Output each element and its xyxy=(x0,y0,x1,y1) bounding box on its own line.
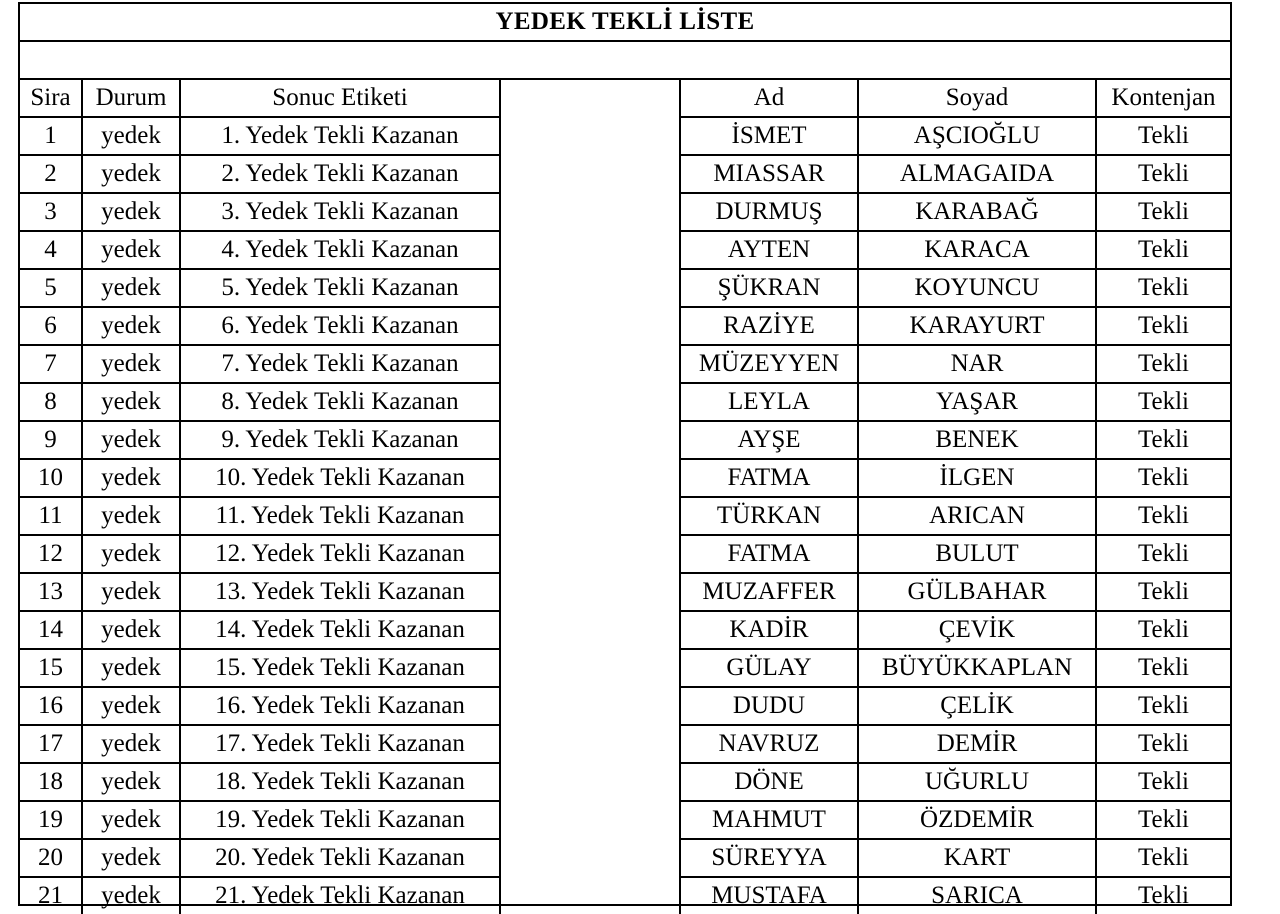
column-header-kontenjan: Kontenjan xyxy=(1096,80,1230,117)
cell-empty-gap xyxy=(500,345,680,383)
cell-soyad: BÜYÜKKAPLAN xyxy=(858,649,1096,687)
cell-soyad: KARAYURT xyxy=(858,307,1096,345)
cell-soyad: İLGEN xyxy=(858,459,1096,497)
cell-ad: ŞÜKRAN xyxy=(680,269,858,307)
cell-soyad: UĞURLU xyxy=(858,763,1096,801)
cell-empty-gap xyxy=(500,687,680,725)
cell-soyad: BULUT xyxy=(858,535,1096,573)
cell-sonuc-etiketi: 6. Yedek Tekli Kazanan xyxy=(180,307,500,345)
cell-soyad: SARICA xyxy=(858,877,1096,914)
cell-durum: yedek xyxy=(82,117,180,155)
cell-sonuc-etiketi: 13. Yedek Tekli Kazanan xyxy=(180,573,500,611)
cell-durum: yedek xyxy=(82,307,180,345)
cell-sira: 13 xyxy=(20,573,82,611)
cell-kontenjan: Tekli xyxy=(1096,421,1230,459)
cell-durum: yedek xyxy=(82,649,180,687)
cell-sira: 15 xyxy=(20,649,82,687)
cell-sira: 14 xyxy=(20,611,82,649)
cell-soyad: ALMAGAIDA xyxy=(858,155,1096,193)
cell-empty-gap xyxy=(500,877,680,914)
cell-sonuc-etiketi: 8. Yedek Tekli Kazanan xyxy=(180,383,500,421)
table-row xyxy=(20,877,1230,914)
table-row xyxy=(20,345,1230,383)
column-header-ad: Ad xyxy=(680,80,858,117)
cell-empty-gap xyxy=(500,231,680,269)
table-row xyxy=(20,193,1230,231)
cell-empty-gap xyxy=(500,307,680,345)
table-row xyxy=(20,649,1230,687)
table-row xyxy=(20,687,1230,725)
cell-kontenjan: Tekli xyxy=(1096,269,1230,307)
cell-ad: DUDU xyxy=(680,687,858,725)
cell-kontenjan: Tekli xyxy=(1096,117,1230,155)
cell-sira: 4 xyxy=(20,231,82,269)
cell-durum: yedek xyxy=(82,535,180,573)
header-row xyxy=(20,80,1230,117)
cell-sonuc-etiketi: 16. Yedek Tekli Kazanan xyxy=(180,687,500,725)
cell-sira: 7 xyxy=(20,345,82,383)
cell-sira: 3 xyxy=(20,193,82,231)
cell-sira: 1 xyxy=(20,117,82,155)
column-header-durum: Durum xyxy=(82,80,180,117)
cell-ad: DURMUŞ xyxy=(680,193,858,231)
cell-sira: 11 xyxy=(20,497,82,535)
cell-sira: 18 xyxy=(20,763,82,801)
cell-sonuc-etiketi: 15. Yedek Tekli Kazanan xyxy=(180,649,500,687)
cell-kontenjan: Tekli xyxy=(1096,649,1230,687)
cell-sonuc-etiketi: 9. Yedek Tekli Kazanan xyxy=(180,421,500,459)
cell-ad: İSMET xyxy=(680,117,858,155)
cell-sira: 12 xyxy=(20,535,82,573)
cell-ad: RAZİYE xyxy=(680,307,858,345)
cell-sira: 5 xyxy=(20,269,82,307)
cell-soyad: ÇEVİK xyxy=(858,611,1096,649)
cell-ad: AYŞE xyxy=(680,421,858,459)
cell-soyad: ÖZDEMİR xyxy=(858,801,1096,839)
cell-ad: DÖNE xyxy=(680,763,858,801)
cell-soyad: GÜLBAHAR xyxy=(858,573,1096,611)
cell-durum: yedek xyxy=(82,611,180,649)
cell-soyad: ARICAN xyxy=(858,497,1096,535)
cell-sonuc-etiketi: 4. Yedek Tekli Kazanan xyxy=(180,231,500,269)
cell-sonuc-etiketi: 10. Yedek Tekli Kazanan xyxy=(180,459,500,497)
cell-sira: 9 xyxy=(20,421,82,459)
column-header-sonuc-etiketi: Sonuc Etiketi xyxy=(180,80,500,117)
cell-empty-gap xyxy=(500,383,680,421)
table-row xyxy=(20,421,1230,459)
cell-sonuc-etiketi: 12. Yedek Tekli Kazanan xyxy=(180,535,500,573)
cell-sonuc-etiketi: 20. Yedek Tekli Kazanan xyxy=(180,839,500,877)
cell-empty-gap xyxy=(500,459,680,497)
table-row xyxy=(20,725,1230,763)
cell-ad: MÜZEYYEN xyxy=(680,345,858,383)
cell-empty-gap xyxy=(500,649,680,687)
cell-ad: SÜREYYA xyxy=(680,839,858,877)
column-header-sira: Sira xyxy=(20,80,82,117)
cell-durum: yedek xyxy=(82,269,180,307)
cell-durum: yedek xyxy=(82,877,180,914)
cell-sira: 17 xyxy=(20,725,82,763)
cell-sonuc-etiketi: 14. Yedek Tekli Kazanan xyxy=(180,611,500,649)
cell-ad: AYTEN xyxy=(680,231,858,269)
cell-kontenjan: Tekli xyxy=(1096,801,1230,839)
cell-kontenjan: Tekli xyxy=(1096,573,1230,611)
cell-sonuc-etiketi: 5. Yedek Tekli Kazanan xyxy=(180,269,500,307)
cell-sira: 20 xyxy=(20,839,82,877)
cell-kontenjan: Tekli xyxy=(1096,307,1230,345)
table-row xyxy=(20,383,1230,421)
cell-empty-gap xyxy=(500,611,680,649)
cell-sira: 2 xyxy=(20,155,82,193)
cell-kontenjan: Tekli xyxy=(1096,687,1230,725)
cell-durum: yedek xyxy=(82,763,180,801)
cell-durum: yedek xyxy=(82,345,180,383)
table-row xyxy=(20,763,1230,801)
cell-sonuc-etiketi: 11. Yedek Tekli Kazanan xyxy=(180,497,500,535)
cell-kontenjan: Tekli xyxy=(1096,839,1230,877)
cell-durum: yedek xyxy=(82,383,180,421)
cell-sonuc-etiketi: 2. Yedek Tekli Kazanan xyxy=(180,155,500,193)
column-header-soyad: Soyad xyxy=(858,80,1096,117)
cell-sonuc-etiketi: 7. Yedek Tekli Kazanan xyxy=(180,345,500,383)
cell-ad: MIASSAR xyxy=(680,155,858,193)
cell-soyad: BENEK xyxy=(858,421,1096,459)
cell-sonuc-etiketi: 3. Yedek Tekli Kazanan xyxy=(180,193,500,231)
cell-empty-gap xyxy=(500,421,680,459)
cell-sira: 16 xyxy=(20,687,82,725)
cell-durum: yedek xyxy=(82,421,180,459)
empty-gap-column xyxy=(500,80,680,117)
table-row xyxy=(20,839,1230,877)
cell-soyad: AŞCIOĞLU xyxy=(858,117,1096,155)
cell-empty-gap xyxy=(500,269,680,307)
cell-sonuc-etiketi: 18. Yedek Tekli Kazanan xyxy=(180,763,500,801)
cell-kontenjan: Tekli xyxy=(1096,459,1230,497)
cell-empty-gap xyxy=(500,193,680,231)
cell-soyad: KARACA xyxy=(858,231,1096,269)
cell-empty-gap xyxy=(500,725,680,763)
cell-ad: KADİR xyxy=(680,611,858,649)
cell-ad: MUSTAFA xyxy=(680,877,858,914)
cell-durum: yedek xyxy=(82,231,180,269)
cell-sonuc-etiketi: 19. Yedek Tekli Kazanan xyxy=(180,801,500,839)
cell-soyad: YAŞAR xyxy=(858,383,1096,421)
cell-sonuc-etiketi: 21. Yedek Tekli Kazanan xyxy=(180,877,500,914)
cell-sira: 21 xyxy=(20,877,82,914)
cell-kontenjan: Tekli xyxy=(1096,497,1230,535)
cell-empty-gap xyxy=(500,497,680,535)
table-row xyxy=(20,269,1230,307)
cell-ad: TÜRKAN xyxy=(680,497,858,535)
cell-durum: yedek xyxy=(82,193,180,231)
cell-soyad: NAR xyxy=(858,345,1096,383)
cell-kontenjan: Tekli xyxy=(1096,383,1230,421)
cell-ad: MUZAFFER xyxy=(680,573,858,611)
cell-durum: yedek xyxy=(82,725,180,763)
cell-sira: 10 xyxy=(20,459,82,497)
cell-empty-gap xyxy=(500,117,680,155)
cell-durum: yedek xyxy=(82,459,180,497)
cell-durum: yedek xyxy=(82,839,180,877)
table-row xyxy=(20,231,1230,269)
table-row xyxy=(20,801,1230,839)
cell-soyad: DEMİR xyxy=(858,725,1096,763)
cell-empty-gap xyxy=(500,155,680,193)
cell-ad: MAHMUT xyxy=(680,801,858,839)
table-row xyxy=(20,155,1230,193)
cell-kontenjan: Tekli xyxy=(1096,725,1230,763)
sheet-title: YEDEK TEKLİ LİSTE xyxy=(20,4,1230,42)
table-row xyxy=(20,117,1230,155)
cell-sira: 19 xyxy=(20,801,82,839)
cell-kontenjan: Tekli xyxy=(1096,611,1230,649)
cell-ad: FATMA xyxy=(680,459,858,497)
spreadsheet xyxy=(18,2,1232,909)
cell-soyad: KARABAĞ xyxy=(858,193,1096,231)
table-row xyxy=(20,307,1230,345)
cell-kontenjan: Tekli xyxy=(1096,535,1230,573)
cell-soyad: KART xyxy=(858,839,1096,877)
table-row xyxy=(20,459,1230,497)
cell-kontenjan: Tekli xyxy=(1137,882,1189,909)
cell-ad: NAVRUZ xyxy=(680,725,858,763)
cell-kontenjan: Tekli xyxy=(1096,763,1230,801)
table-row xyxy=(20,535,1230,573)
cell-ad: FATMA xyxy=(680,535,858,573)
cell-sonuc-etiketi: 1. Yedek Tekli Kazanan xyxy=(180,117,500,155)
cell-kontenjan: Tekli xyxy=(1096,345,1230,383)
table-row xyxy=(20,573,1230,611)
cell-sira: 6 xyxy=(20,307,82,345)
table-row xyxy=(20,497,1230,535)
cell-sira: 8 xyxy=(20,383,82,421)
cell-soyad: KOYUNCU xyxy=(858,269,1096,307)
cell-ad: LEYLA xyxy=(680,383,858,421)
cell-sonuc-etiketi: 17. Yedek Tekli Kazanan xyxy=(180,725,500,763)
cell-durum: yedek xyxy=(82,497,180,535)
cell-durum: yedek xyxy=(82,155,180,193)
reserve-list-table xyxy=(20,80,1230,914)
cell-empty-gap xyxy=(500,801,680,839)
cell-empty-gap xyxy=(500,763,680,801)
cell-durum: yedek xyxy=(82,573,180,611)
cell-kontenjan: Tekli xyxy=(1096,193,1230,231)
cell-soyad: ÇELİK xyxy=(858,687,1096,725)
table-row xyxy=(20,611,1230,649)
cell-ad: GÜLAY xyxy=(680,649,858,687)
cell-kontenjan: Tekli xyxy=(1096,155,1230,193)
cell-kontenjan: Tekli xyxy=(1096,231,1230,269)
blank-row xyxy=(20,42,1230,80)
cell-empty-gap xyxy=(500,573,680,611)
cell-empty-gap xyxy=(500,839,680,877)
cell-durum: yedek xyxy=(82,801,180,839)
cell-durum: yedek xyxy=(82,687,180,725)
cell-empty-gap xyxy=(500,535,680,573)
